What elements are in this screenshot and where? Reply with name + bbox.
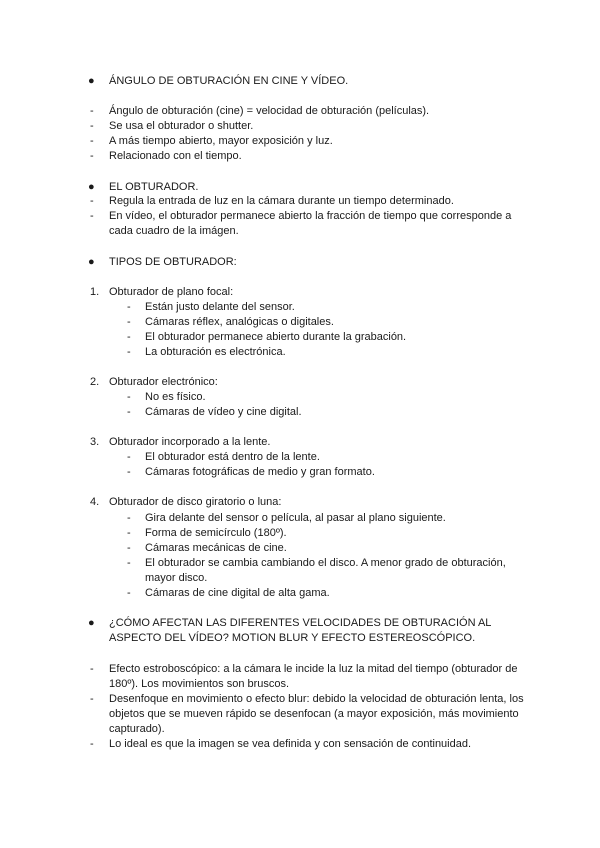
subsection-title: Obturador de plano focal:	[109, 286, 234, 298]
section-title-continuation: ASPECTO DEL VÍDEO? MOTION BLUR Y EFECTO ESTEREOSCÓPICO.	[109, 632, 476, 644]
list-item: Cámaras fotográficas de medio y gran formato.	[145, 466, 375, 478]
section-bullet: ●	[88, 181, 95, 193]
list-item: Están justo delante del sensor.	[145, 301, 295, 313]
list-number: 1.	[90, 286, 100, 298]
list-item: Efecto estroboscópico: a la cámara le incide la luz la mitad del tiempo (obturador de	[109, 663, 518, 675]
list-number: 4.	[90, 496, 100, 508]
list-number: 2.	[90, 376, 100, 388]
dash-marker: -	[127, 391, 131, 403]
list-item: En vídeo, el obturador permanece abierto la fracción de tiempo que corresponde a	[109, 210, 512, 222]
subsection-title: Obturador incorporado a la lente.	[109, 436, 271, 448]
list-item: El obturador se cambia cambiando el disco. A menor grado de obturación,	[145, 557, 506, 569]
list-item: Cámaras mecánicas de cine.	[145, 542, 287, 554]
section-title: EL OBTURADOR.	[109, 181, 199, 193]
list-item: Forma de semicírculo (180º).	[145, 527, 287, 539]
list-item: Desenfoque en movimiento o efecto blur: debido la velocidad de obturación lenta, los	[109, 693, 524, 705]
dash-marker: -	[90, 210, 94, 222]
section-title: ¿CÓMO AFECTAN LAS DIFERENTES VELOCIDADES DE OBTURACIÓN AL	[109, 617, 492, 629]
list-item: El obturador permanece abierto durante la grabación.	[145, 331, 407, 343]
dash-marker: -	[90, 150, 94, 162]
dash-marker: -	[127, 587, 131, 599]
dash-marker: -	[127, 451, 131, 463]
list-item-continuation: mayor disco.	[145, 572, 208, 584]
list-item: Gira delante del sensor o película, al pasar al plano siguiente.	[145, 512, 446, 524]
list-item: Cámaras de cine digital de alta gama.	[145, 587, 330, 599]
dash-marker: -	[127, 466, 131, 478]
subsection-title: Obturador electrónico:	[109, 376, 218, 388]
section-bullet: ●	[88, 256, 95, 268]
list-item: Regula la entrada de luz en la cámara durante un tiempo determinado.	[109, 195, 454, 207]
list-item-continuation: capturado).	[109, 723, 165, 735]
dash-marker: -	[90, 663, 94, 675]
list-item: No es físico.	[145, 391, 206, 403]
list-item: Cámaras de vídeo y cine digital.	[145, 406, 302, 418]
dash-marker: -	[127, 301, 131, 313]
list-item: El obturador está dentro de la lente.	[145, 451, 320, 463]
subsection-title: Obturador de disco giratorio o luna:	[109, 496, 282, 508]
section-bullet: ●	[88, 75, 95, 87]
list-item-continuation: objetos que se mueven rápido se desenfocan (a mayor exposición, más movimiento	[109, 708, 519, 720]
dash-marker: -	[90, 105, 94, 117]
list-item: Relacionado con el tiempo.	[109, 150, 242, 162]
dash-marker: -	[127, 316, 131, 328]
dash-marker: -	[90, 693, 94, 705]
dash-marker: -	[127, 542, 131, 554]
list-item: Se usa el obturador o shutter.	[109, 120, 254, 132]
section-title: TIPOS DE OBTURADOR:	[109, 256, 237, 268]
list-item-continuation: 180º). Los movimientos son bruscos.	[109, 678, 290, 690]
list-item: Ángulo de obturación (cine) = velocidad de obturación (películas).	[109, 105, 430, 117]
list-item: Lo ideal es que la imagen se vea definida y con sensación de continuidad.	[109, 738, 472, 750]
dash-marker: -	[127, 346, 131, 358]
dash-marker: -	[90, 738, 94, 750]
dash-marker: -	[90, 120, 94, 132]
section-bullet: ●	[88, 617, 95, 629]
list-number: 3.	[90, 436, 100, 448]
dash-marker: -	[127, 331, 131, 343]
list-item-continuation: cada cuadro de la imágen.	[109, 225, 239, 237]
list-item: La obturación es electrónica.	[145, 346, 286, 358]
list-item: A más tiempo abierto, mayor exposición y luz.	[109, 135, 333, 147]
dash-marker: -	[127, 406, 131, 418]
dash-marker: -	[127, 512, 131, 524]
dash-marker: -	[127, 557, 131, 569]
list-item: Cámaras réflex, analógicas o digitales.	[145, 316, 334, 328]
dash-marker: -	[127, 527, 131, 539]
section-title: ÁNGULO DE OBTURACIÓN EN CINE Y VÍDEO.	[109, 75, 349, 87]
dash-marker: -	[90, 195, 94, 207]
dash-marker: -	[90, 135, 94, 147]
